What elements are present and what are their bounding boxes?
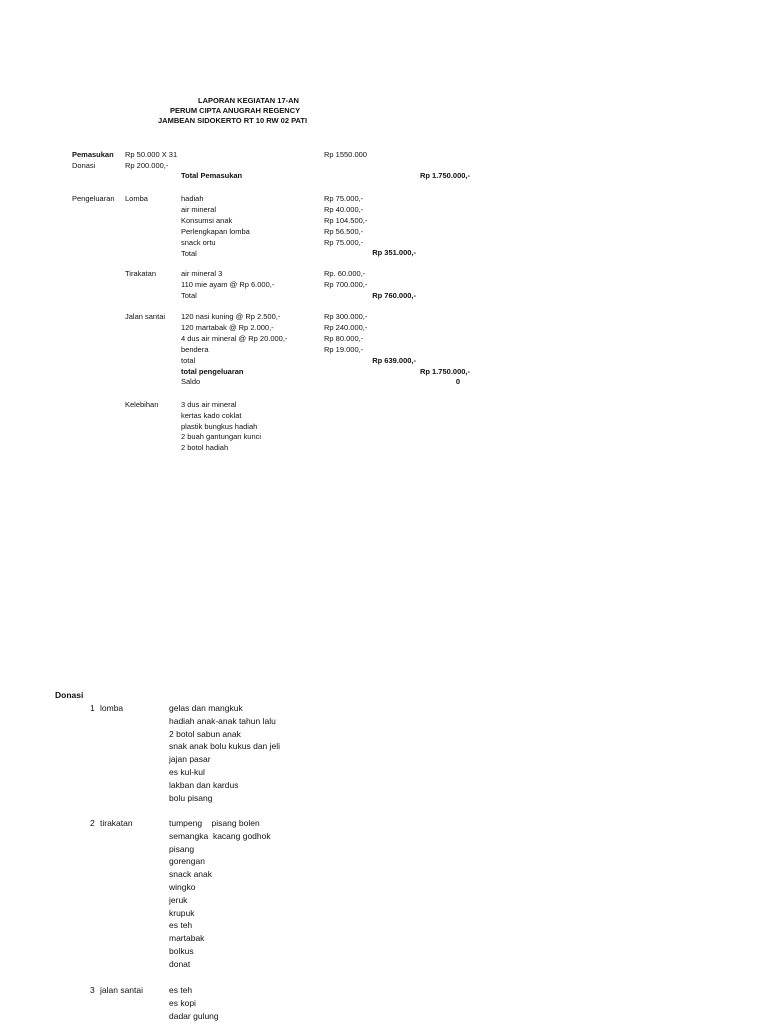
- donasi-item: hadiah anak-anak tahun lalu: [169, 715, 276, 726]
- lomba-item-desc: snack ortu: [181, 237, 216, 247]
- donasi-item: donat: [169, 958, 191, 969]
- jalan_santai-item-amount: Rp 80.000,-: [324, 333, 364, 343]
- lomba-item-amount: Rp 56.500,-: [324, 226, 364, 236]
- jalan-santai-label: Jalan santai: [125, 312, 166, 321]
- jalan_santai-item-desc: 120 nasi kuning @ Rp 2.500,-: [181, 312, 281, 321]
- total-pengeluaran-label: total pengeluaran: [181, 367, 244, 376]
- kelebihan-item: 2 buah gantungan kunci: [181, 432, 262, 442]
- kelebihan-item: kertas kado coklat: [181, 410, 242, 420]
- saldo-label: Saldo: [181, 377, 201, 386]
- pemasukan-row-amount: Rp 1550.000: [324, 150, 367, 159]
- donasi-item: snak anak bolu kukus dan jeli: [169, 741, 281, 752]
- total-pemasukan-amount: Rp 1.750.000,-: [419, 171, 470, 180]
- donasi-item: semangka kacang godhok: [169, 830, 271, 841]
- donasi-group-number: 3: [90, 985, 95, 995]
- jalan_santai-item-desc: 120 martabak @ Rp 2.000,-: [181, 322, 274, 332]
- jalan_santai-item-desc: 4 dus air mineral @ Rp 20.000,-: [181, 333, 288, 343]
- donasi-item: es teh: [169, 985, 193, 995]
- jalan_santai-item-amount: Rp 240.000,-: [324, 322, 368, 332]
- donasi-group-label: lomba: [100, 703, 124, 713]
- donasi-item: pisang: [169, 843, 195, 854]
- donasi-item: tumpeng pisang bolen: [169, 818, 260, 828]
- kelebihan-item: plastik bungkus hadiah: [181, 421, 258, 431]
- jalan_santai-item-desc: total: [181, 355, 196, 365]
- lomba-item-amount: Rp 75.000,-: [324, 237, 364, 247]
- donasi-item: gelas dan mangkuk: [169, 703, 243, 713]
- tirakatan-item-desc: 110 mie ayam @ Rp 6.000,-: [181, 279, 275, 289]
- tirakatan-item-desc: Total: [181, 290, 197, 300]
- kelebihan-item: 2 botol hadiah: [181, 443, 229, 453]
- donasi-item: jajan pasar: [169, 754, 211, 765]
- total-pengeluaran-amount: Rp 1.750.000,-: [419, 367, 470, 376]
- lomba-total-amount: Rp 351.000,-: [372, 248, 416, 257]
- lomba-item-desc: air mineral: [181, 204, 217, 214]
- donasi-group-number: 2: [90, 818, 95, 828]
- donasi-item: gorengan: [169, 856, 205, 867]
- pemasukan-label: Pemasukan: [72, 150, 114, 159]
- lomba-item-desc: hadiah: [181, 194, 204, 203]
- lomba-item-desc: Perlengkapan lomba: [181, 226, 250, 236]
- total-pemasukan-label: Total Pemasukan: [181, 171, 243, 180]
- donasi-item: 2 botol sabun anak: [169, 728, 241, 739]
- pengeluaran-label: Pengeluaran: [72, 194, 115, 203]
- jalan_santai-item-desc: bendera: [181, 344, 209, 354]
- lomba-item-desc: Konsumsi anak: [181, 215, 233, 225]
- donasi-item: es teh: [169, 920, 193, 931]
- tirakatan-item-amount: Rp 700.000,-: [324, 279, 368, 289]
- report-address: JAMBEAN SIDOKERTO RT 10 RW 02 PATI: [158, 116, 308, 125]
- kelebihan-item: 3 dus air mineral: [181, 400, 237, 409]
- pemasukan-row-desc: Rp 50.000 X 31: [125, 150, 178, 159]
- donasi-group-number: 1: [90, 703, 95, 713]
- donasi-item: snack anak: [169, 869, 212, 880]
- donasi-item: es kul-kul: [169, 767, 205, 777]
- lomba-item-amount: Rp 104.500,-: [324, 215, 368, 225]
- donasi-item: lakban dan kardus: [169, 779, 239, 790]
- tirakatan-item-desc: air mineral 3: [181, 269, 223, 278]
- donasi-group-label: tirakatan: [100, 818, 133, 828]
- donasi-amount: Rp 200.000,-: [125, 161, 169, 170]
- jalan-santai-total-amount: Rp 639.000,-: [372, 356, 416, 365]
- tirakatan-label: Tirakatan: [125, 269, 156, 278]
- lomba-label: Lomba: [125, 194, 148, 203]
- donasi-item: krupuk: [169, 907, 195, 918]
- report-title: LAPORAN KEGIATAN 17-AN: [198, 96, 299, 105]
- jalan_santai-item-amount: Rp 300.000,-: [324, 312, 368, 321]
- saldo-amount: 0: [455, 377, 460, 386]
- tirakatan-item-amount: Rp. 60.000,-: [324, 269, 366, 278]
- donasi-item: bolkus: [169, 946, 194, 956]
- donasi-item: es kopi: [169, 997, 196, 1008]
- lomba-item-desc: Total: [181, 248, 197, 258]
- donasi-label: Donasi: [72, 161, 96, 170]
- donasi-item: wingko: [169, 882, 196, 892]
- tirakatan-total-amount: Rp 760.000,-: [372, 291, 416, 300]
- lomba-item-amount: Rp 75.000,-: [324, 194, 364, 203]
- lomba-item-amount: Rp 40.000,-: [324, 204, 364, 214]
- donasi-item: dadar gulung: [169, 1010, 219, 1021]
- jalan_santai-item-amount: Rp 19.000,-: [324, 344, 364, 354]
- donasi-item: bolu pisang: [169, 792, 213, 803]
- report-subtitle: PERUM CIPTA ANUGRAH REGENCY: [170, 106, 301, 115]
- donasi-item: jeruk: [169, 894, 188, 905]
- donasi-item: martabak: [169, 933, 205, 944]
- kelebihan-label: Kelebihan: [125, 400, 159, 409]
- donasi-title: Donasi: [55, 690, 84, 700]
- donasi-group-label: jalan santai: [100, 985, 144, 995]
